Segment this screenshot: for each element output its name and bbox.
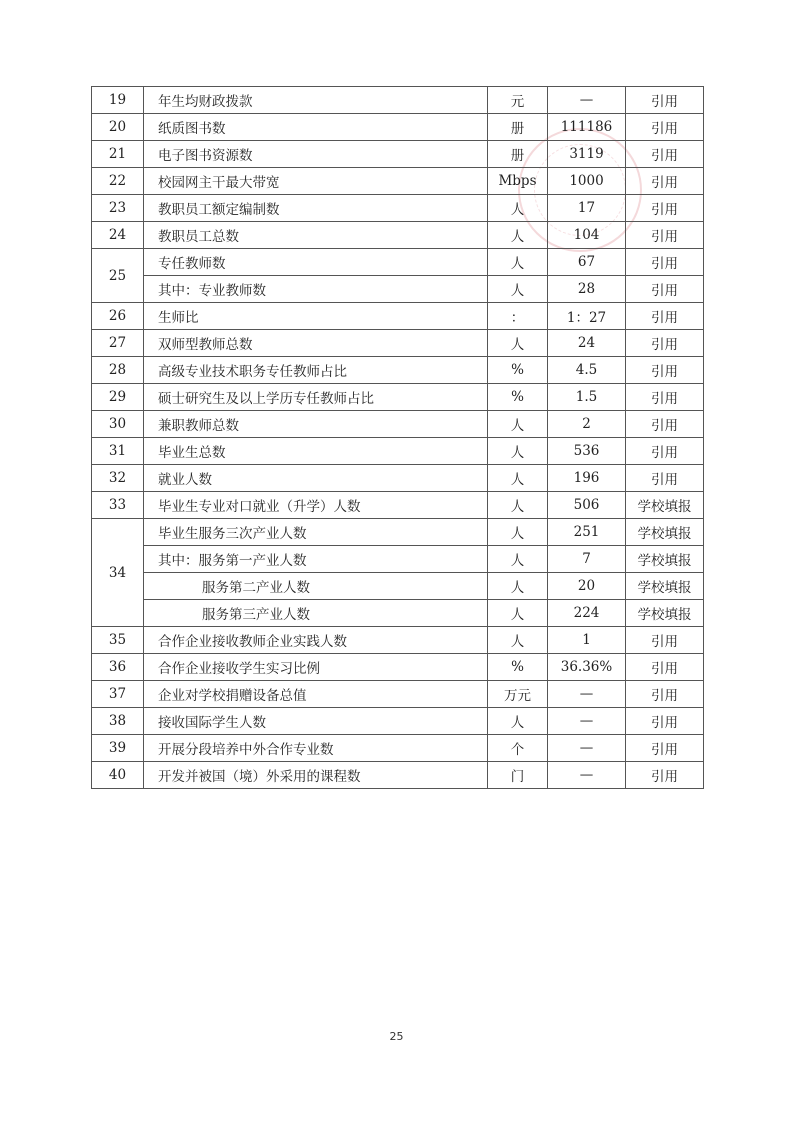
table-row	[92, 519, 704, 546]
indicator-name: 开展分段培养中外合作专业数	[144, 735, 488, 762]
table-row	[92, 87, 704, 114]
indicator-name: 双师型教师总数	[144, 330, 488, 357]
table-row	[92, 303, 704, 330]
table-row	[92, 195, 704, 222]
source-cell: 学校填报	[626, 492, 704, 519]
row-number: 30	[92, 411, 144, 438]
unit-cell: ：	[488, 303, 548, 330]
table-row	[92, 762, 704, 789]
table-row	[92, 114, 704, 141]
source-cell: 引用	[626, 195, 704, 222]
value-cell: 1000	[548, 168, 626, 195]
row-number: 34	[92, 519, 144, 627]
unit-cell: 人	[488, 195, 548, 222]
indicator-name: 高级专业技术职务专任教师占比	[144, 357, 488, 384]
unit-cell: 人	[488, 330, 548, 357]
table-row	[92, 330, 704, 357]
row-number: 28	[92, 357, 144, 384]
indicator-name: 教职员工总数	[144, 222, 488, 249]
row-number: 27	[92, 330, 144, 357]
indicator-name: 合作企业接收学生实习比例	[144, 654, 488, 681]
source-cell: 学校填报	[626, 600, 704, 627]
row-number: 29	[92, 384, 144, 411]
source-cell: 引用	[626, 762, 704, 789]
source-cell: 引用	[626, 87, 704, 114]
unit-cell: 人	[488, 276, 548, 303]
indicator-name: 兼职教师总数	[144, 411, 488, 438]
row-number: 20	[92, 114, 144, 141]
unit-cell: 万元	[488, 681, 548, 708]
source-cell: 引用	[626, 681, 704, 708]
indicator-name: 电子图书资源数	[144, 141, 488, 168]
source-cell: 引用	[626, 735, 704, 762]
indicator-name: 开发并被国（境）外采用的课程数	[144, 762, 488, 789]
table-row	[92, 627, 704, 654]
value-cell: —	[548, 681, 626, 708]
source-cell: 学校填报	[626, 546, 704, 573]
value-cell: 3119	[548, 141, 626, 168]
indicator-name: 就业人数	[144, 465, 488, 492]
source-cell: 学校填报	[626, 573, 704, 600]
source-cell: 引用	[626, 303, 704, 330]
row-number: 39	[92, 735, 144, 762]
unit-cell: 人	[488, 519, 548, 546]
indicator-name: 硕士研究生及以上学历专任教师占比	[144, 384, 488, 411]
row-number: 22	[92, 168, 144, 195]
source-cell: 引用	[626, 222, 704, 249]
table-row	[92, 276, 704, 303]
source-cell: 引用	[626, 411, 704, 438]
row-number: 35	[92, 627, 144, 654]
table-row	[92, 573, 704, 600]
indicator-name: 接收国际学生人数	[144, 708, 488, 735]
row-number: 33	[92, 492, 144, 519]
value-cell: 251	[548, 519, 626, 546]
unit-cell: 个	[488, 735, 548, 762]
table-row	[92, 735, 704, 762]
source-cell: 引用	[626, 438, 704, 465]
indicator-name: 其中：专业教师数	[144, 276, 488, 303]
indicator-name: 专任教师数	[144, 249, 488, 276]
indicator-name: 毕业生专业对口就业（升学）人数	[144, 492, 488, 519]
indicator-name: 年生均财政拨款	[144, 87, 488, 114]
indicator-name: 毕业生服务三次产业人数	[144, 519, 488, 546]
table-row	[92, 168, 704, 195]
indicator-name: 毕业生总数	[144, 438, 488, 465]
table-row	[92, 465, 704, 492]
row-number: 26	[92, 303, 144, 330]
unit-cell: 人	[488, 465, 548, 492]
value-cell: 4.5	[548, 357, 626, 384]
row-number: 37	[92, 681, 144, 708]
table-row	[92, 357, 704, 384]
indicator-name: 生师比	[144, 303, 488, 330]
value-cell: 536	[548, 438, 626, 465]
value-cell: 20	[548, 573, 626, 600]
unit-cell: 人	[488, 546, 548, 573]
row-number: 31	[92, 438, 144, 465]
unit-cell: %	[488, 654, 548, 681]
value-cell: 104	[548, 222, 626, 249]
table-row	[92, 681, 704, 708]
row-number: 32	[92, 465, 144, 492]
value-cell: 28	[548, 276, 626, 303]
value-cell: 196	[548, 465, 626, 492]
table-row	[92, 438, 704, 465]
indicator-name: 合作企业接收教师企业实践人数	[144, 627, 488, 654]
unit-cell: %	[488, 357, 548, 384]
row-number: 24	[92, 222, 144, 249]
row-number: 38	[92, 708, 144, 735]
indicator-name: 纸质图书数	[144, 114, 488, 141]
unit-cell: 人	[488, 249, 548, 276]
source-cell: 学校填报	[626, 519, 704, 546]
row-number: 19	[92, 87, 144, 114]
value-cell: —	[548, 708, 626, 735]
value-cell: 17	[548, 195, 626, 222]
source-cell: 引用	[626, 465, 704, 492]
unit-cell: 人	[488, 411, 548, 438]
table-row	[92, 141, 704, 168]
table-row	[92, 492, 704, 519]
page-number: 25	[389, 1030, 404, 1043]
value-cell: 2	[548, 411, 626, 438]
indicator-table	[91, 86, 704, 789]
unit-cell: 人	[488, 627, 548, 654]
unit-cell: 人	[488, 438, 548, 465]
source-cell: 引用	[626, 141, 704, 168]
source-cell: 引用	[626, 168, 704, 195]
source-cell: 引用	[626, 708, 704, 735]
indicator-name: 校园网主干最大带宽	[144, 168, 488, 195]
value-cell: —	[548, 87, 626, 114]
value-cell: —	[548, 762, 626, 789]
unit-cell: 人	[488, 600, 548, 627]
unit-cell: 人	[488, 222, 548, 249]
table-row	[92, 546, 704, 573]
source-cell: 引用	[626, 384, 704, 411]
value-cell: —	[548, 735, 626, 762]
table-row	[92, 600, 704, 627]
value-cell: 36.36%	[548, 654, 626, 681]
value-cell: 7	[548, 546, 626, 573]
source-cell: 引用	[626, 276, 704, 303]
indicator-name: 企业对学校捐赠设备总值	[144, 681, 488, 708]
table-row	[92, 411, 704, 438]
unit-cell: 人	[488, 708, 548, 735]
indicator-name: 其中：服务第一产业人数	[144, 546, 488, 573]
row-number: 40	[92, 762, 144, 789]
value-cell: 24	[548, 330, 626, 357]
source-cell: 引用	[626, 114, 704, 141]
table-row	[92, 654, 704, 681]
table-row	[92, 384, 704, 411]
source-cell: 引用	[626, 627, 704, 654]
row-number: 36	[92, 654, 144, 681]
row-number: 25	[92, 249, 144, 303]
indicator-name: 服务第三产业人数	[144, 600, 488, 627]
value-cell: 506	[548, 492, 626, 519]
indicator-name: 教职员工额定编制数	[144, 195, 488, 222]
unit-cell: Mbps	[488, 168, 548, 195]
source-cell: 引用	[626, 357, 704, 384]
value-cell: 1	[548, 627, 626, 654]
unit-cell: 门	[488, 762, 548, 789]
unit-cell: 人	[488, 492, 548, 519]
value-cell: 67	[548, 249, 626, 276]
unit-cell: 册	[488, 114, 548, 141]
source-cell: 引用	[626, 330, 704, 357]
indicator-name: 服务第二产业人数	[144, 573, 488, 600]
value-cell: 1：27	[548, 303, 626, 330]
table-row	[92, 249, 704, 276]
unit-cell: 册	[488, 141, 548, 168]
table-row	[92, 708, 704, 735]
value-cell: 111186	[548, 114, 626, 141]
source-cell: 引用	[626, 249, 704, 276]
value-cell: 224	[548, 600, 626, 627]
unit-cell: 人	[488, 573, 548, 600]
unit-cell: %	[488, 384, 548, 411]
table-row	[92, 222, 704, 249]
row-number: 23	[92, 195, 144, 222]
row-number: 21	[92, 141, 144, 168]
value-cell: 1.5	[548, 384, 626, 411]
unit-cell: 元	[488, 87, 548, 114]
source-cell: 引用	[626, 654, 704, 681]
